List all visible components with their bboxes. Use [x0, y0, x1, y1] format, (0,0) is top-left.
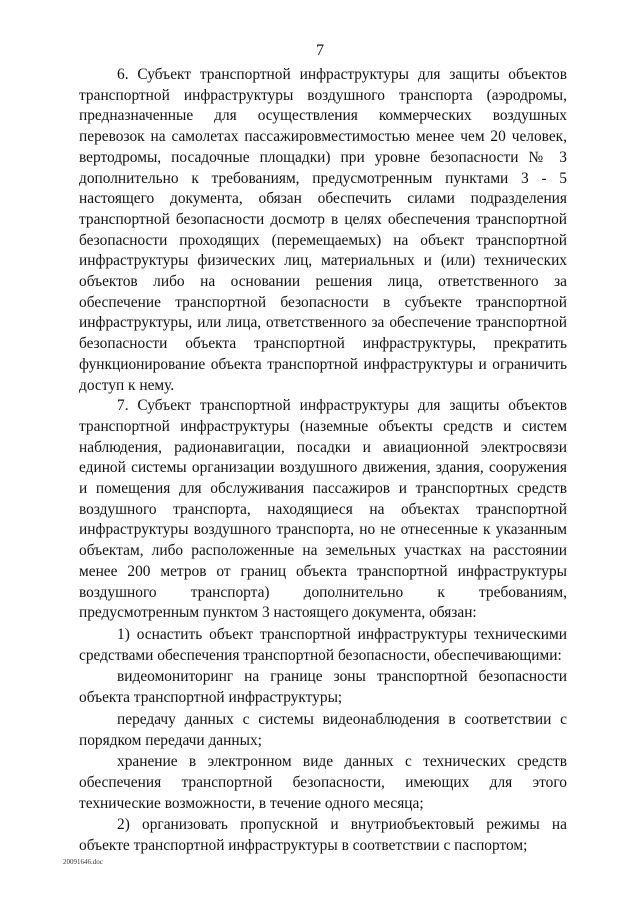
- footer-document-code: 20091646.doc: [63, 858, 103, 866]
- page-number: 7: [316, 42, 324, 59]
- paragraph-7-item-2: 2) организовать пропускной и внутриобъектовый режимы на объекте транспортной инфраструктуры в соответствии с паспортом;: [79, 816, 567, 855]
- paragraph-data-storage: хранение в электронном виде данных с технических средств обеспечения транспортной безопасности, имеющих для этого технические возможности, в течение одного месяца;: [79, 753, 567, 812]
- paragraph-data-transfer: передачу данных с системы видеонаблюдения в соответствии с порядком передачи данных;: [79, 710, 567, 749]
- document-body: [79, 65, 567, 857]
- paragraph-video-monitoring: видеомониторинг на границе зоны транспортной безопасности объекта транспортной инфраструктуры;: [79, 668, 567, 707]
- paragraph-7-item-1: 1) оснастить объект транспортной инфраструктуры техническими средствами обеспечения транспортной безопасности, обеспечивающими:: [79, 625, 567, 664]
- paragraph-7: 7. Субъект транспортной инфраструктуры для защиты объектов транспортной инфраструктуры (наземные объекты средств и систем наблюдения, радионавигации, посадки и авиационной электросвязи единой системы организации воздушного движения, здания, сооружения и помещения для обслуживания пассажиров и транспортных средств воздушного транспорта, находящиеся на объектах транспортной инфраструктуры воздушного транспорта, но не отнесенные к указанным объектам, либо расположенные на земельных участках на расстоянии менее 200 метров от границ объекта транспортной инфраструктуры воздушного транспорта) дополнительно к требованиям, предусмотренным пунктом 3 настоящего документа, обязан:: [79, 397, 567, 622]
- paragraph-6: 6. Субъект транспортной инфраструктуры для защиты объектов транспортной инфраструктуры воздушного транспорта (аэродромы, предназначенные для осуществления коммерческих воздушных перевозок на самолетах пассажировместимостью менее чем 20 человек, вертодромы, посадочные площадки) при уровне безопасности № 3 дополнительно к требованиям, предусмотренным пунктами 3 - 5 настоящего документа, обязан обеспечить силами подразделения транспортной безопасности досмотр в целях обеспечения транспортной безопасности проходящих (перемещаемых) на объект транспортной инфраструктуры физических лиц, материальных и (или) технических объектов либо на основании решения лица, ответственного за обеспечение транспортной безопасности в субъекте транспортной инфраструктуры, или лица, ответственного за обеспечение транспортной безопасности объекта транспортной инфраструктуры, прекратить функционирование объекта транспортной инфраструктуры и ограничить доступ к нему.: [79, 66, 567, 394]
